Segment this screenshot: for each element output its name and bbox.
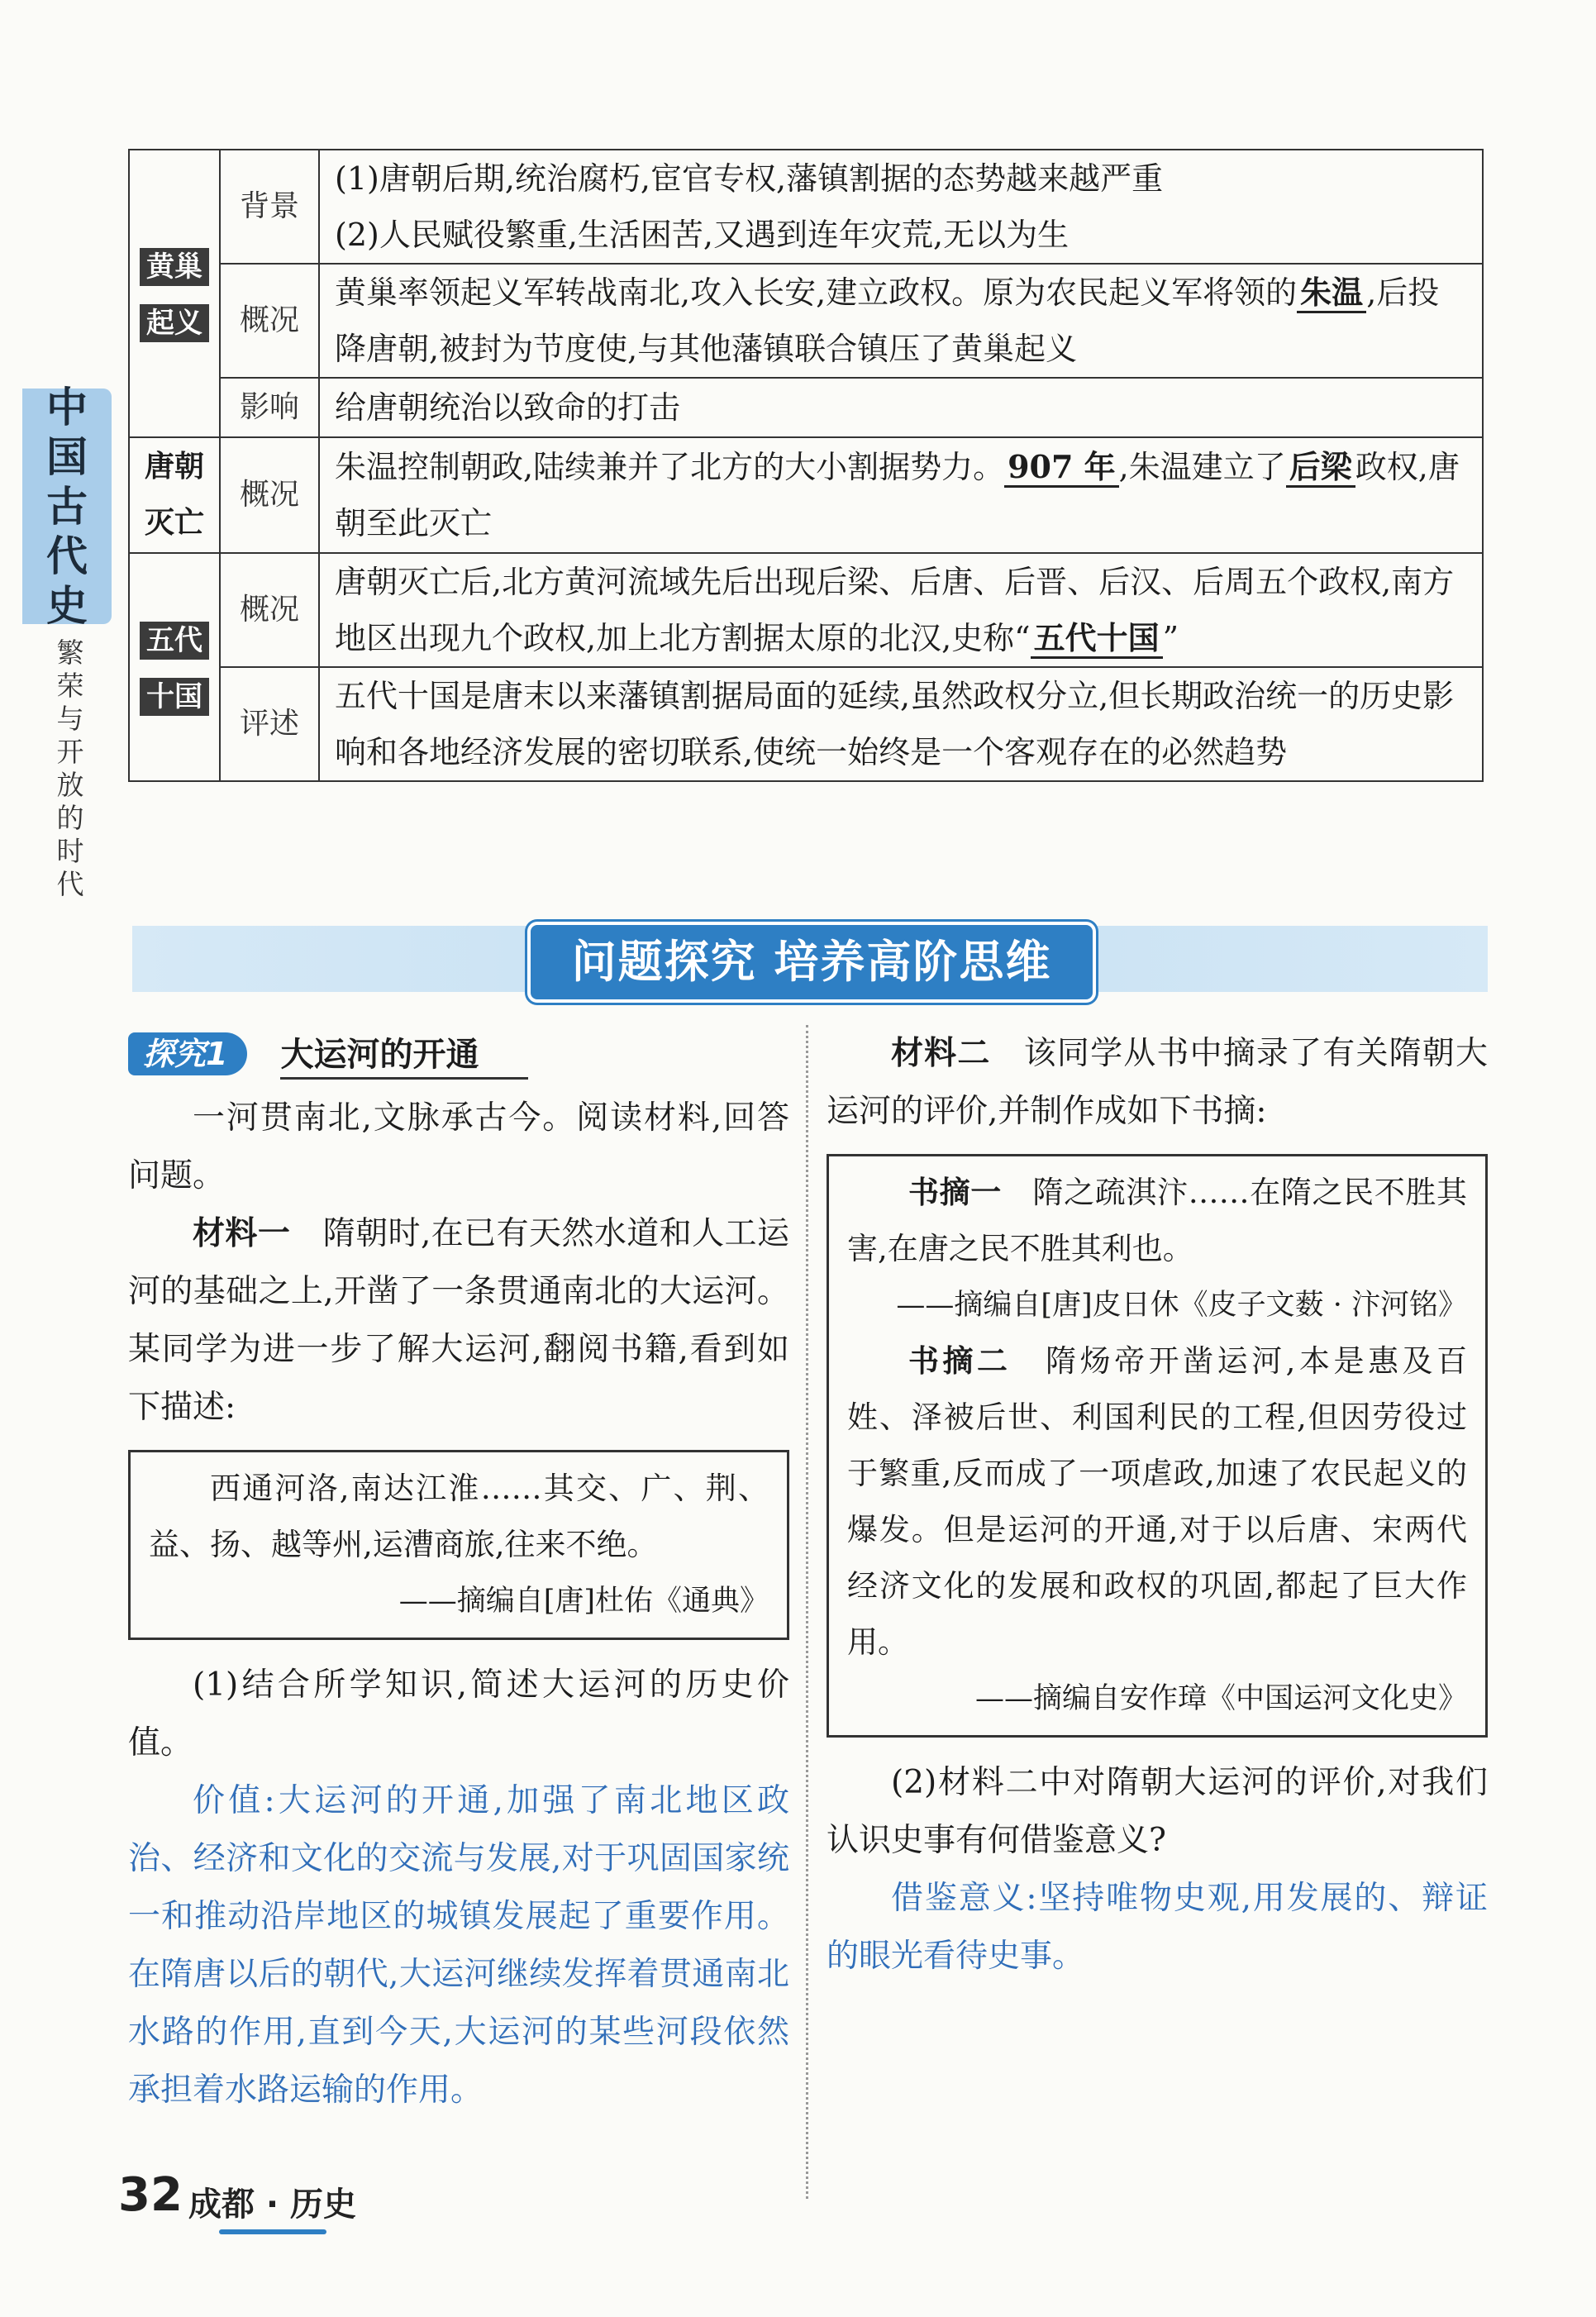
- excerpt-one: [847, 1165, 1467, 1277]
- table-row: [129, 667, 1483, 781]
- aspect-label: 概况: [220, 437, 319, 553]
- footer-underline: [219, 2229, 326, 2234]
- left-column: [128, 1025, 789, 2119]
- explore-title: 大运河的开通: [280, 1028, 528, 1080]
- table-row: [129, 150, 1483, 264]
- explore-header: [128, 1025, 789, 1083]
- answer-two: 借鉴意义:坚持唯物史观,用发展的、辩证的眼光看待史事。: [827, 1880, 1488, 1975]
- summary-table: [128, 149, 1484, 782]
- topic-huangchao: [129, 150, 220, 437]
- unit-char: 开: [56, 736, 84, 768]
- background-cell: [319, 150, 1483, 264]
- topic-badge: 黄巢: [140, 248, 209, 286]
- question-one: (1)结合所学知识,简述大运河的历史价值。: [128, 1666, 789, 1762]
- overview-text: ,后投降唐朝,被封为节度使,与其他藩镇联合镇压了黄巢起义: [335, 274, 1440, 367]
- impact-cell: 给唐朝统治以致命的打击: [319, 378, 1483, 437]
- page-number: 32: [118, 2168, 183, 2222]
- side-tab-char: 中: [46, 383, 88, 431]
- excerpt-label: 书摘一: [908, 1175, 1002, 1210]
- side-tab-char: 国: [46, 432, 88, 481]
- column-divider: [806, 1025, 808, 2199]
- table-row: [129, 553, 1483, 667]
- overview-text: 唐朝灭亡后,北方黄河流域先后出现后梁、后唐、后晋、后汉、后周五个政权,南方地区出现九个政权,加上北方割据太原的北汉,史称“: [335, 564, 1455, 656]
- answer-blank: 907 年: [1004, 448, 1119, 488]
- material-label: 材料二: [891, 1035, 991, 1072]
- unit-char: 放: [56, 769, 84, 801]
- aspect-label: 概况: [220, 264, 319, 378]
- excerpt-text: 隋炀帝开凿运河,本是惠及百姓、泽被后世、利国利民的工程,但因劳役过于繁重,反而成了一项虐政,加速了农民起义的爆发。但是运河的开通,对于以后唐、宋两代经济文化的发展和政权的巩固,都起了巨大作用。: [847, 1343, 1467, 1660]
- answer-blank: 后梁: [1286, 448, 1355, 488]
- aspect-label: 概况: [220, 553, 319, 667]
- overview-text: 朱温控制朝政,陆续兼并了北方的大小割据势力。: [335, 449, 1005, 485]
- aspect-label: 影响: [220, 378, 319, 437]
- excerpt-source: ——摘编自安作璋《中国运河文化史》: [974, 1682, 1467, 1715]
- book-title: 成都 · 历史: [188, 2186, 357, 2224]
- quote-box: [128, 1450, 789, 1640]
- background-item: (2)人民赋役繁重,生活困苦,又遇到连年灾荒,无以为生: [335, 217, 1070, 253]
- material-text: 该同学从书中摘录了有关隋朝大运河的评价,并制作成如下书摘:: [827, 1035, 1488, 1130]
- side-tab-char: 代: [46, 532, 88, 580]
- overview-text: ”: [1162, 620, 1179, 656]
- unit-char: 与: [56, 703, 84, 735]
- table-row: [129, 378, 1483, 437]
- unit-char: 荣: [56, 670, 84, 702]
- topic-badge: 五代: [140, 622, 209, 660]
- table-row: [129, 437, 1483, 553]
- side-tab-chinese-ancient-history: [22, 383, 112, 630]
- intro-text: 一河贯南北,文脉承古今。阅读材料,回答问题。: [128, 1099, 789, 1194]
- answer-blank: 朱温: [1297, 274, 1366, 313]
- comment-cell: 五代十国是唐末以来藩镇割据局面的延续,虽然政权分立,但长期政治统一的历史影响和各地经济发展的密切联系,使统一始终是一个客观存在的必然趋势: [319, 667, 1483, 781]
- overview-cell: [319, 437, 1483, 553]
- overview-text: 黄巢率领起义军转战南北,攻入长安,建立政权。原为农民起义军将领的: [335, 274, 1298, 311]
- side-tab-char: 史: [46, 581, 88, 630]
- topic-text: 唐朝: [144, 450, 204, 484]
- explore-tag: 探究1: [128, 1032, 247, 1075]
- topic-badge: 十国: [140, 678, 209, 716]
- topic-tang-fall: [129, 437, 220, 553]
- unit-char: 时: [56, 835, 84, 867]
- overview-text: 政权,唐朝至此灭亡: [335, 449, 1460, 541]
- background-item: (1)唐朝后期,统治腐朽,宦官专权,藩镇割据的态势越来越严重: [335, 160, 1164, 197]
- right-column: [827, 1025, 1488, 1986]
- quote-text: 西通河洛,南达江淮……其交、广、荆、益、扬、越等州,运漕商旅,往来不绝。: [149, 1471, 769, 1562]
- topic-five-dynasties: [129, 553, 220, 781]
- material-text: 隋朝时,在已有天然水道和人工运河的基础之上,开凿了一条贯通南北的大运河。某同学为进一步了解大运河,翻阅书籍,看到如下描述:: [128, 1215, 789, 1426]
- overview-cell: [319, 553, 1483, 667]
- side-tab-char: 古: [46, 482, 88, 531]
- excerpt-box: [827, 1154, 1488, 1738]
- answer-one: 价值:大运河的开通,加强了南北地区政治、经济和文化的交流与发展,对于巩固国家统一和推动沿岸地区的城镇发展起了重要作用。在隋唐以后的朝代,大运河继续发挥着贯通南北水路的作用,直到今天,大运河的某些河段依然承担着水路运输的作用。: [128, 1782, 789, 2109]
- topic-text: 灭亡: [144, 506, 204, 540]
- excerpt-two: [847, 1333, 1467, 1671]
- material-label: 材料一: [193, 1215, 291, 1252]
- answer-blank: 五代十国: [1031, 619, 1163, 659]
- quote-source: ——摘编自[唐]杜佑《通典》: [398, 1585, 769, 1618]
- section-banner-title: 问题探究 培养高阶思维: [527, 922, 1096, 1003]
- topic-badge: 起义: [140, 304, 209, 342]
- aspect-label: 背景: [220, 150, 319, 264]
- excerpt-text: 隋之疏淇汴……在隋之民不胜其害,在唐之民不胜其利也。: [847, 1175, 1467, 1266]
- material-one: [128, 1205, 789, 1437]
- table-row: [129, 264, 1483, 378]
- unit-char: 的: [56, 802, 84, 834]
- material-two: [827, 1025, 1488, 1141]
- side-tab-unit-title: [45, 636, 95, 901]
- excerpt-label: 书摘二: [908, 1343, 1012, 1379]
- overview-cell: [319, 264, 1483, 378]
- aspect-label: 评述: [220, 667, 319, 781]
- excerpt-source: ——摘编自[唐]皮日休《皮子文薮 · 汴河铭》: [896, 1289, 1467, 1322]
- overview-text: ,朱温建立了: [1118, 449, 1286, 485]
- unit-char: 繁: [56, 636, 84, 669]
- question-two: (2)材料二中对隋朝大运河的评价,对我们认识史事有何借鉴意义?: [827, 1764, 1488, 1859]
- unit-char: 代: [56, 868, 84, 900]
